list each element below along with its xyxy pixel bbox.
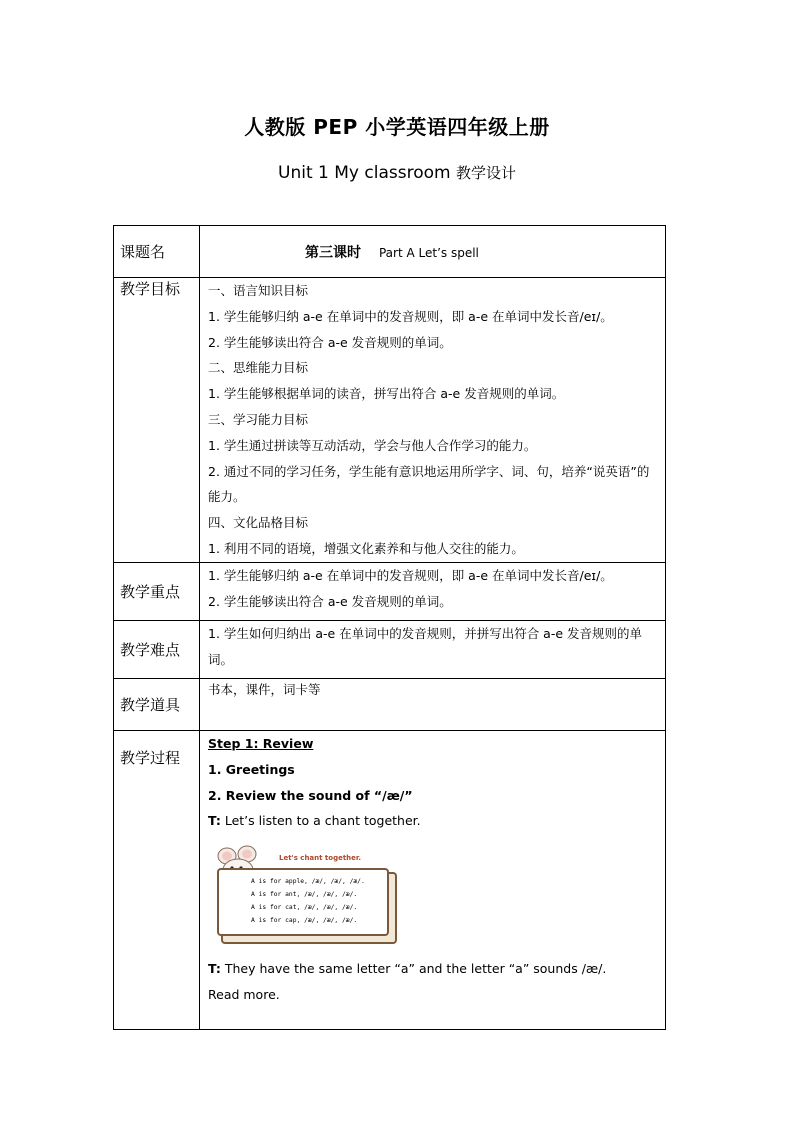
goal-line: 一、语言知识目标 (208, 283, 309, 298)
difficulties-row (114, 621, 666, 679)
teacher-text-1: Let’s listen to a chant together. (224, 813, 421, 829)
document-title: 人教版 PEP 小学英语四年级上册 (244, 115, 550, 139)
chant-heading: Let's chant together. (279, 854, 362, 863)
topic-content (200, 226, 666, 278)
chant-line: A is for ant, /æ/, /æ/, /æ/. (251, 890, 358, 898)
step-item-review-sound: 2. Review the sound of “/æ/” (208, 787, 413, 803)
key-points-label: 教学重点 (114, 563, 200, 621)
key-point-line: 1. 学生能够归纳 a-e 在单词中的发音规则，即 a-e 在单词中发长音/eɪ/。 (208, 568, 613, 583)
goal-line: 1. 学生能够根据单词的读音，拼写出符合 a-e 发音规则的单词。 (208, 386, 565, 402)
process-label: 教学过程 (114, 731, 200, 1030)
chant-line: A is for apple, /æ/, /æ/, /æ/. (251, 878, 365, 886)
process-row (114, 731, 666, 1030)
chant-picture (213, 844, 393, 944)
step-heading: Step 1: Review (208, 736, 314, 751)
read-more-text: Read more. (208, 986, 280, 1002)
topic-label: 课题名 (114, 226, 200, 278)
lesson-plan-table (113, 225, 666, 1030)
difficulties-label: 教学难点 (114, 621, 200, 679)
step-item-greetings: 1. Greetings (208, 761, 295, 777)
tools-content (200, 679, 666, 731)
difficulties-content (200, 621, 666, 679)
goals-label: 教学目标 (114, 278, 200, 563)
goal-line: 三、学习能力目标 (208, 411, 309, 427)
key-point-line: 2. 学生能够读出符合 a-e 发音规则的单词。 (208, 593, 452, 609)
goal-line: 1. 利用不同的语境，增强文化素养和与他人交往的能力。 (208, 540, 524, 556)
tools-row (114, 679, 666, 731)
subtitle-chinese: 教学设计 (455, 164, 516, 182)
difficulty-text: 1. 学生如何归纳出 a-e 在单词中的发音规则，并拼写出符合 a-e 发音规则的单词。 (208, 626, 643, 667)
topic-row (114, 226, 666, 278)
teacher-text-2: They have the same letter “a” and the letter “a” sounds /æ/. (224, 961, 607, 977)
goal-line: 1. 学生能够归纳 a-e 在单词中的发音规则，即 a-e 在单词中发长音/eɪ/。 (208, 308, 613, 324)
goal-line: 四、文化品格目标 (208, 515, 309, 531)
goal-line: 2. 通过不同的学习任务，学生能有意识地运用所学字、词、句，培养“说英语”的能力。 (208, 463, 650, 505)
goals-row (114, 278, 666, 563)
tools-label: 教学道具 (114, 679, 200, 731)
teacher-prefix: T: (208, 813, 221, 829)
lesson-number: 第三课时 (305, 244, 361, 261)
process-content (200, 731, 666, 1030)
chant-card (217, 868, 389, 936)
teacher-line-2 (208, 956, 659, 982)
goal-line: 2. 学生能够读出符合 a-e 发音规则的单词。 (208, 334, 452, 350)
goal-line: 1. 学生通过拼读等互动活动，学会与他人合作学习的能力。 (208, 437, 537, 453)
key-points-content (200, 563, 666, 621)
teacher-prefix: T: (208, 961, 221, 977)
key-points-row (114, 563, 666, 621)
chant-line: A is for cat, /æ/, /æ/, /æ/. (251, 903, 358, 911)
tools-text: 书本，课件，词卡等 (208, 682, 321, 697)
subtitle-english: Unit 1 My classroom (278, 163, 451, 183)
goal-line: 二、思维能力目标 (208, 360, 309, 376)
chant-line: A is for cap, /æ/, /æ/, /æ/. (251, 916, 358, 924)
document-subtitle (0, 162, 794, 183)
goals-content (200, 278, 666, 563)
teacher-line-1 (208, 808, 659, 834)
lesson-part: Part A Let’s spell (378, 245, 479, 260)
